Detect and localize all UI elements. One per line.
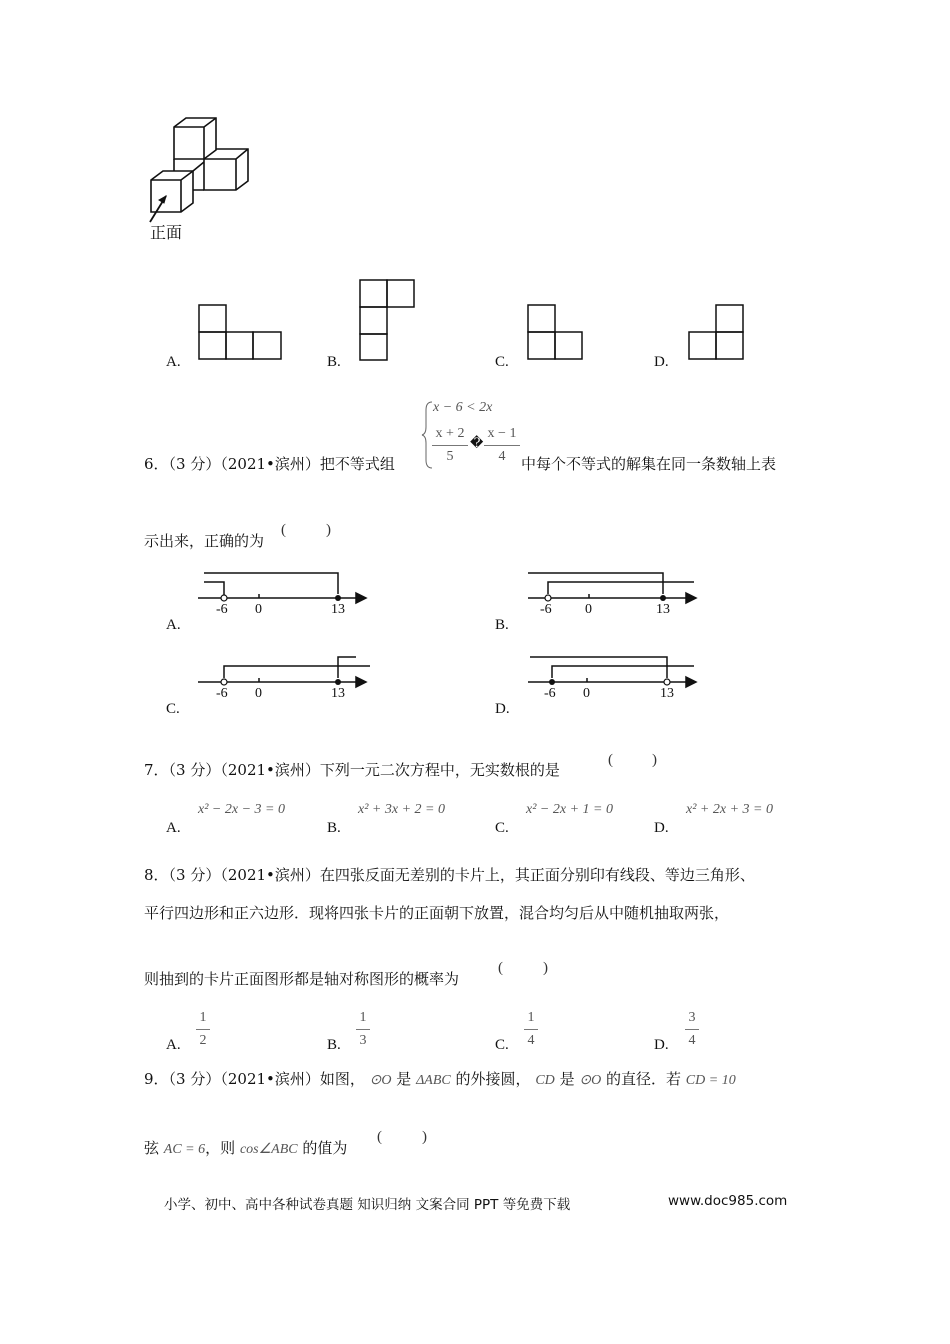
q6-frac2-den: 4 bbox=[498, 449, 506, 464]
q9-p2: 是 bbox=[396, 1070, 412, 1088]
q7-option-b-label[interactable]: B. bbox=[327, 820, 341, 836]
q7-paren-open: ( bbox=[608, 752, 613, 768]
q8c-den: 4 bbox=[527, 1033, 535, 1048]
q8d-num: 3 bbox=[688, 1010, 696, 1025]
q8a-den: 2 bbox=[199, 1033, 207, 1048]
q6-line2: 示出来，正确的为 bbox=[144, 532, 265, 550]
q9-l2-p1: 弦 bbox=[144, 1139, 160, 1157]
q8b-num: 1 bbox=[359, 1010, 367, 1025]
q8-option-b-frac bbox=[356, 1010, 370, 1049]
q6-suffix: 中每个不等式的解集在同一条数轴上表 bbox=[521, 455, 777, 473]
q9-m2: ΔABC bbox=[416, 1073, 451, 1088]
q6a-tick-13: 13 bbox=[331, 602, 345, 617]
q6c-tick-13: 13 bbox=[331, 686, 345, 701]
q6c-tick-neg6: -6 bbox=[216, 686, 228, 701]
q9-line2 bbox=[144, 1137, 347, 1158]
q6c-tick-0: 0 bbox=[255, 686, 262, 701]
q6-frac-sign: � bbox=[470, 436, 484, 451]
q6-prefix: 6．（3 分）（2021•滨州）把不等式组 bbox=[144, 455, 395, 473]
q9-p1: 9．（3 分）（2021•滨州）如图， bbox=[144, 1070, 365, 1088]
q9-l2-m2: cos∠ABC bbox=[239, 1142, 298, 1157]
q8-option-d-frac bbox=[685, 1010, 699, 1049]
q6b-tick-13: 13 bbox=[656, 602, 670, 617]
q5-option-a-label[interactable]: A. bbox=[166, 354, 181, 370]
q6-paren-open: ( bbox=[281, 522, 286, 538]
q6-system-line1: x − 6 < 2x bbox=[433, 400, 493, 415]
q7-option-d-label[interactable]: D. bbox=[654, 820, 669, 836]
q9-paren-open: ( bbox=[377, 1129, 382, 1145]
q6-frac1-num: x + 2 bbox=[435, 426, 465, 441]
q9-p5: 的直径．若 bbox=[606, 1070, 682, 1088]
q8d-den: 4 bbox=[688, 1033, 696, 1048]
q6a-tick-neg6: -6 bbox=[216, 602, 228, 617]
q8-option-a-frac bbox=[196, 1010, 210, 1049]
q6b-tick-0: 0 bbox=[585, 602, 592, 617]
q9-m1: ⊙O bbox=[369, 1073, 392, 1088]
footer-url[interactable]: www.doc985.com bbox=[668, 1193, 788, 1209]
q6b-tick-neg6: -6 bbox=[540, 602, 552, 617]
q6-option-d-label[interactable]: D. bbox=[495, 701, 510, 717]
q8-option-b-label[interactable]: B. bbox=[327, 1037, 341, 1053]
q8-paren-close: ) bbox=[543, 960, 548, 976]
q6-option-b-label[interactable]: B. bbox=[495, 617, 509, 633]
footer-text: 小学、初中、高中各种试卷真题 知识归纳 文案合同 PPT 等免费下载 bbox=[164, 1197, 571, 1213]
q8-option-c-label[interactable]: C. bbox=[495, 1037, 509, 1053]
q8-option-a-label[interactable]: A. bbox=[166, 1037, 181, 1053]
q8-line1: 8．（3 分）（2021•滨州）在四张反面无差别的卡片上，其正面分别印有线段、等边三角形、 bbox=[144, 866, 755, 884]
front-label: 正面 bbox=[150, 223, 183, 242]
q9-l2-p3: 的值为 bbox=[302, 1139, 348, 1157]
q9-l2-p2: ，则 bbox=[205, 1139, 236, 1157]
q8-line3: 则抽到的卡片正面图形都是轴对称图形的概率为 bbox=[144, 970, 460, 988]
q6-frac2-num: x − 1 bbox=[487, 426, 517, 441]
q9-m5: CD = 10 bbox=[685, 1073, 736, 1088]
q9-m3: CD bbox=[535, 1073, 555, 1088]
q7-option-a-label[interactable]: A. bbox=[166, 820, 181, 836]
q5-option-d-label[interactable]: D. bbox=[654, 354, 669, 370]
q7-option-c-eq: x² − 2x + 1 = 0 bbox=[526, 802, 613, 817]
q9-paren-close: ) bbox=[422, 1129, 427, 1145]
q8-line2: 平行四边形和正六边形．现将四张卡片的正面朝下放置，混合均匀后从中随机抽取两张， bbox=[144, 904, 730, 922]
q8-option-c-frac bbox=[524, 1010, 538, 1049]
q8a-num: 1 bbox=[199, 1010, 207, 1025]
q9-line1 bbox=[144, 1068, 736, 1089]
q7-option-b-eq: x² + 3x + 2 = 0 bbox=[358, 802, 445, 817]
q5-option-c-label[interactable]: C. bbox=[495, 354, 509, 370]
q6d-tick-neg6: -6 bbox=[544, 686, 556, 701]
q6d-tick-13: 13 bbox=[660, 686, 674, 701]
q6-frac1-den: 5 bbox=[446, 449, 454, 464]
q7-paren-close: ) bbox=[652, 752, 657, 768]
q9-p3: 的外接圆， bbox=[455, 1070, 531, 1088]
q8-paren-open: ( bbox=[498, 960, 503, 976]
q7-option-c-label[interactable]: C. bbox=[495, 820, 509, 836]
q8b-den: 3 bbox=[359, 1033, 367, 1048]
q8c-num: 1 bbox=[527, 1010, 535, 1025]
q6-option-c-label[interactable]: C. bbox=[166, 701, 180, 717]
q9-m4: ⊙O bbox=[579, 1073, 602, 1088]
q6a-tick-0: 0 bbox=[255, 602, 262, 617]
q9-p4: 是 bbox=[559, 1070, 575, 1088]
q6-option-a-label[interactable]: A. bbox=[166, 617, 181, 633]
q6d-tick-0: 0 bbox=[583, 686, 590, 701]
q6-paren-close: ) bbox=[326, 522, 331, 538]
q5-option-b-label[interactable]: B. bbox=[327, 354, 341, 370]
q8-option-d-label[interactable]: D. bbox=[654, 1037, 669, 1053]
q7-text: 7．（3 分）（2021•滨州）下列一元二次方程中，无实数根的是 bbox=[144, 761, 560, 779]
q9-l2-m1: AC = 6 bbox=[163, 1142, 206, 1157]
q7-option-d-eq: x² + 2x + 3 = 0 bbox=[686, 802, 773, 817]
q7-option-a-eq: x² − 2x − 3 = 0 bbox=[198, 802, 285, 817]
